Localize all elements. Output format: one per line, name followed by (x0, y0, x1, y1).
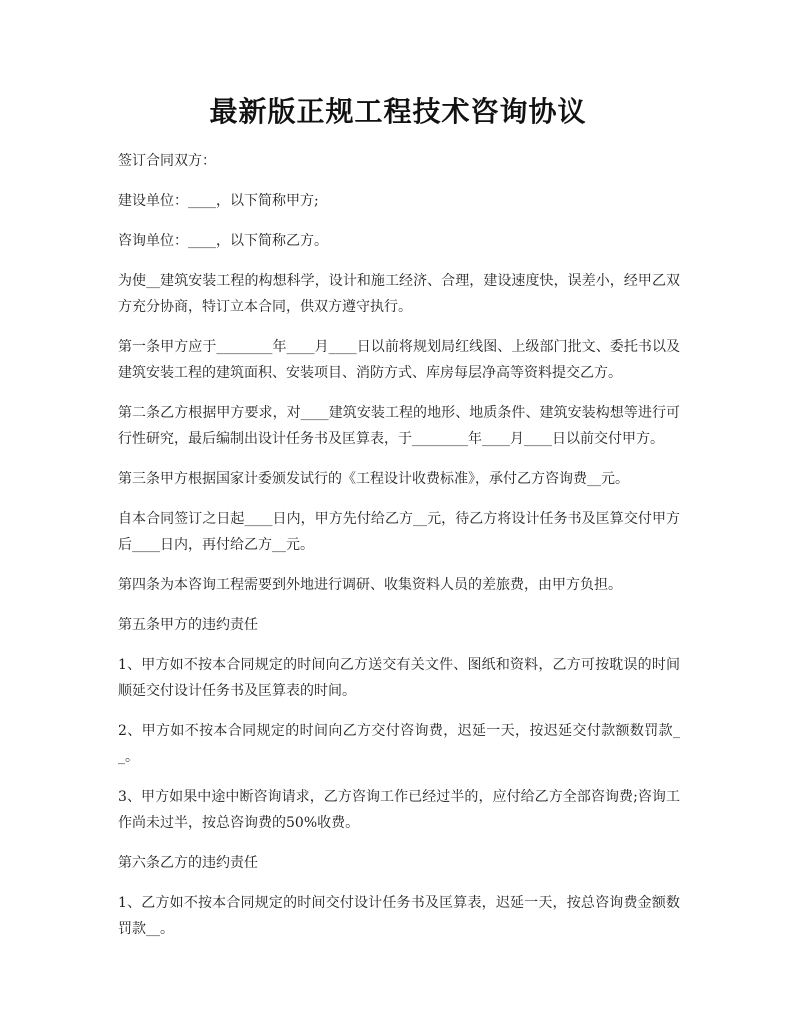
paragraph: 建设单位：____，以下简称甲方; (118, 193, 319, 209)
document-title: 最新版正规工程技术咨询协议 (209, 95, 587, 128)
paragraph: 第一条甲方应于________年____月____日以前将规划局红线图、上级部门批文、委托书以及建筑安装工程的建筑面积、安装项目、消防方式、库房每层净高等资料提交乙方。 (118, 339, 680, 381)
paragraph: 第四条为本咨询工程需要到外地进行调研、收集资料人员的差旅费，由甲方负担。 (118, 577, 622, 593)
document-body (118, 148, 680, 956)
paragraph: 第二条乙方根据甲方要求，对____建筑安装工程的地形、地质条件、建筑安装构想等进行可行性研究，最后编制出设计任务书及匡算表，于________年____月____日以前交付甲方。 (118, 405, 680, 447)
section-heading: 第五条甲方的违约责任 (118, 617, 258, 633)
paragraph: 第三条甲方根据国家计委颁发试行的《工程设计收费标准》，承付乙方咨询费__元。 (118, 471, 629, 487)
paragraph: 自本合同签订之日起____日内，甲方先付给乙方__元，待乙方将设计任务书及匡算交付甲方后____日内，再付给乙方__元。 (118, 511, 680, 553)
paragraph: 咨询单位：____，以下简称乙方。 (118, 233, 328, 249)
paragraph: 2、甲方如不按本合同规定的时间向乙方交付咨询费，迟延一天，按迟延交付款额数罚款__。 (118, 723, 680, 765)
paragraph: 1、乙方如不按本合同规定的时间交付设计任务书及匡算表，迟延一天，按总咨询费金额数罚款__。 (118, 895, 680, 937)
paragraph: 为使__建筑安装工程的构想科学，设计和施工经济、合理，建设速度快，误差小，经甲乙双方充分协商，特订立本合同，供双方遵守执行。 (118, 273, 680, 315)
section-heading: 第六条乙方的违约责任 (118, 855, 258, 871)
paragraph: 签订合同双方： (118, 153, 216, 169)
paragraph: 1、甲方如不按本合同规定的时间向乙方送交有关文件、图纸和资料，乙方可按耽误的时间顺延交付设计任务书及匡算表的时间。 (118, 657, 680, 699)
paragraph: 3、甲方如果中途中断咨询请求，乙方咨询工作已经过半的，应付给乙方全部咨询费;咨询工作尚未过半，按总咨询费的50%收费。 (118, 789, 680, 831)
